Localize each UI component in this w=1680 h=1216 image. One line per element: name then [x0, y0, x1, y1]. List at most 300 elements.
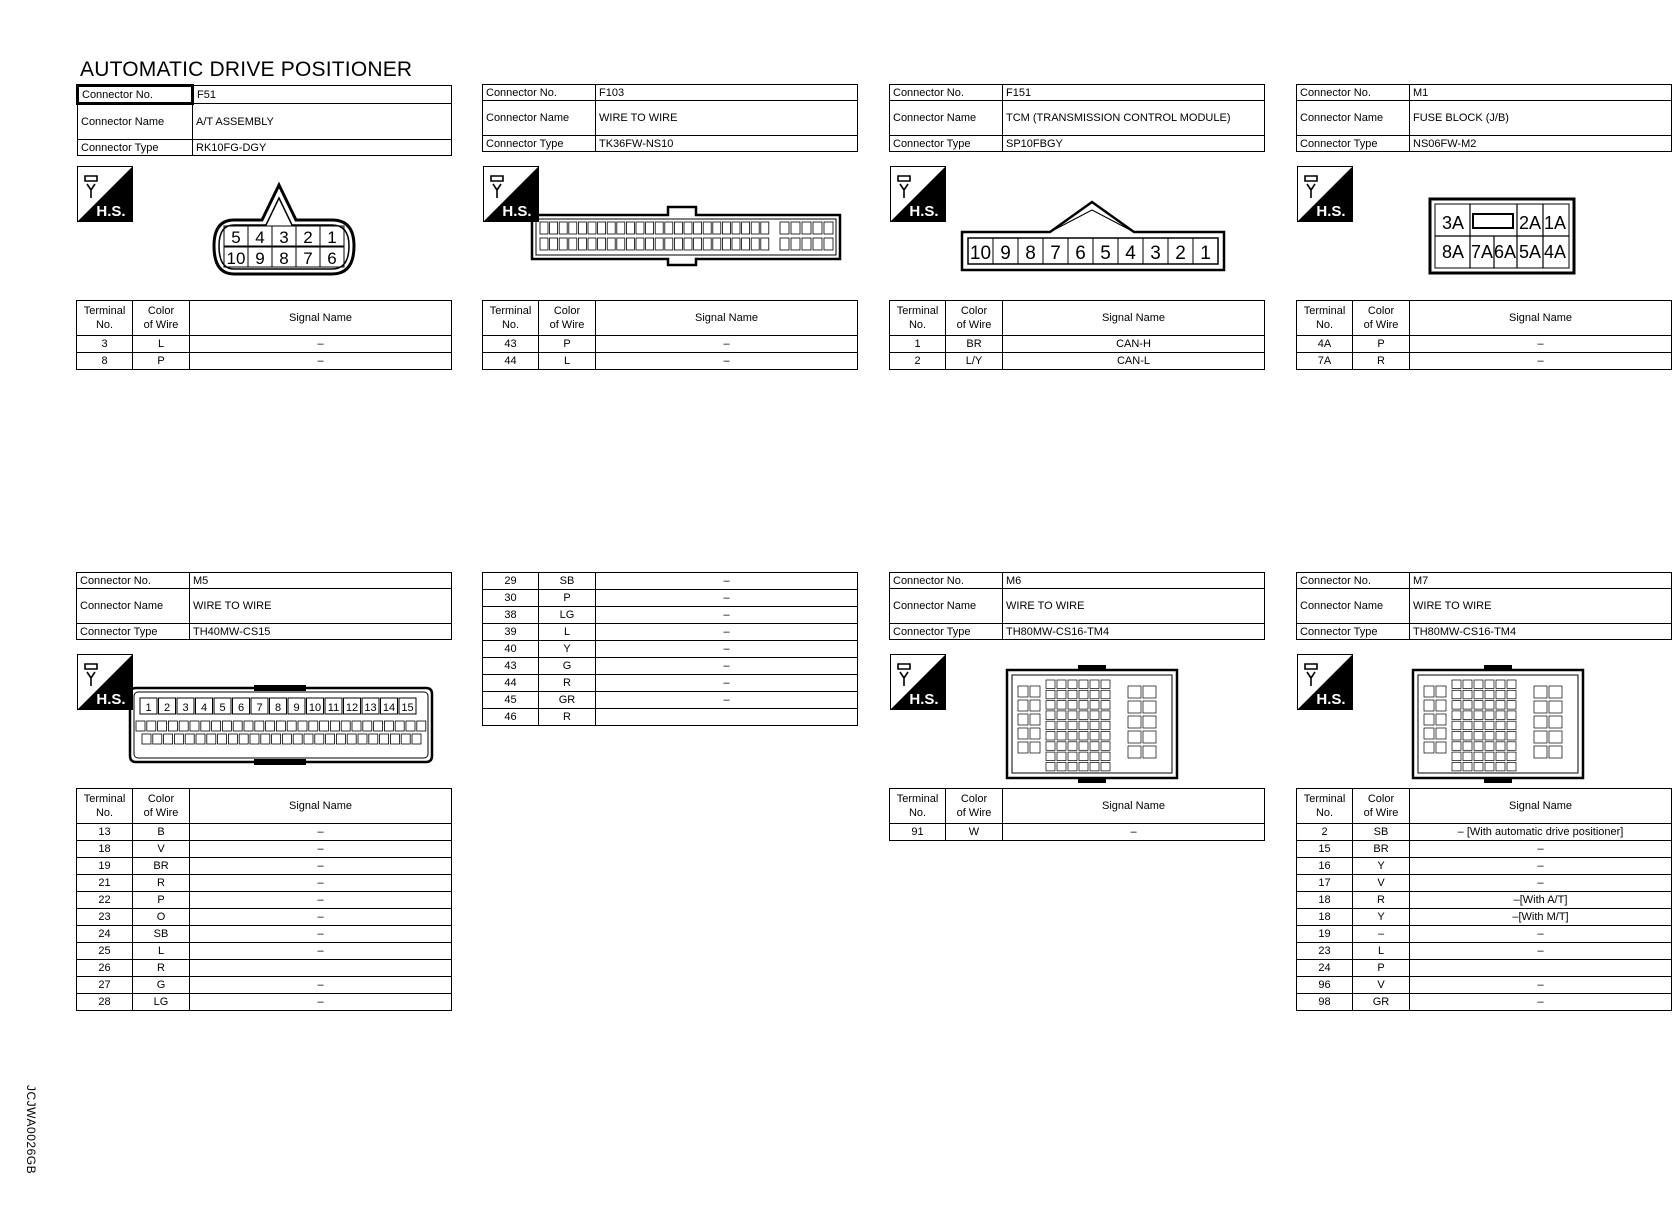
pin: 2	[303, 228, 313, 247]
cavity	[703, 222, 711, 234]
cavity	[1018, 742, 1028, 753]
connector-no-value: M6	[1003, 573, 1265, 589]
cavity	[196, 734, 205, 744]
cavity	[1101, 752, 1110, 761]
cavity	[626, 238, 634, 250]
cavity	[1436, 714, 1446, 725]
cavity	[1046, 752, 1055, 761]
cavity	[1463, 742, 1472, 751]
label-connector-no: Connector No.	[890, 85, 1003, 101]
pin: 1	[327, 228, 337, 247]
label-connector-name: Connector Name	[1297, 589, 1410, 624]
cavity	[1452, 690, 1461, 699]
table-row: 98 GR –	[1297, 994, 1672, 1011]
table-row: 39 L –	[483, 624, 858, 641]
col-signal: Signal Name	[1410, 301, 1672, 336]
col-color: Color of Wire	[946, 301, 1003, 336]
col-color: Color of Wire	[1353, 301, 1410, 336]
cavity	[1452, 711, 1461, 720]
table-row: 40 Y –	[483, 641, 858, 658]
cavity	[1485, 690, 1494, 699]
cavity	[363, 721, 372, 731]
cavity	[309, 721, 318, 731]
cavity	[713, 222, 721, 234]
pin: 9	[255, 249, 265, 268]
cavity	[1057, 701, 1066, 710]
cavity	[1101, 732, 1110, 741]
pin: 8	[279, 249, 289, 268]
cavity	[1057, 732, 1066, 741]
table-row: 43 G –	[483, 658, 858, 675]
cavity	[751, 222, 759, 234]
cavity	[1534, 686, 1547, 698]
table-row: 28 LG –	[77, 994, 452, 1011]
cavity	[694, 222, 702, 234]
col-signal: Signal Name	[1003, 301, 1265, 336]
cavity	[336, 734, 345, 744]
pin: 7	[256, 702, 263, 714]
cavity	[1424, 742, 1434, 753]
cavity	[1030, 714, 1040, 725]
connector-name-value: A/T ASSEMBLY	[193, 104, 452, 140]
label-connector-type: Connector Type	[77, 624, 190, 640]
pin: 6	[1075, 243, 1086, 264]
pin: 10	[226, 249, 246, 268]
cavity	[617, 238, 625, 250]
col-terminal: Terminal No.	[1297, 301, 1353, 336]
cavity	[390, 734, 399, 744]
cavity	[1068, 752, 1077, 761]
cavity	[1143, 731, 1156, 743]
cavity	[1463, 690, 1472, 699]
table-row: 23 O –	[77, 909, 452, 926]
cavity	[401, 734, 410, 744]
cavity	[607, 238, 615, 250]
table-row: 18 V –	[77, 841, 452, 858]
hs-label: H.S.	[502, 203, 532, 220]
hs-label: H.S.	[96, 203, 126, 220]
cavity	[1485, 680, 1494, 689]
cavity	[1128, 746, 1141, 758]
label-connector-no: Connector No.	[890, 573, 1003, 589]
pin: 11	[327, 702, 340, 714]
cavity	[780, 222, 789, 234]
cavity	[1452, 762, 1461, 771]
cavity	[1068, 690, 1077, 699]
pin: 12	[345, 702, 359, 714]
cavity	[607, 222, 615, 234]
cavity	[1068, 711, 1077, 720]
cavity	[1463, 680, 1472, 689]
cavity	[1496, 690, 1505, 699]
pin: 3	[182, 702, 189, 714]
label-connector-no: Connector No.	[78, 86, 193, 104]
cavity	[569, 238, 577, 250]
panel-f103	[482, 84, 858, 152]
table-row: 3 L –	[77, 336, 452, 353]
connector-no-value: M1	[1410, 85, 1672, 101]
connector-name-value: WIRE TO WIRE	[1410, 589, 1672, 624]
cavity	[1057, 762, 1066, 771]
connector-info-table	[1296, 84, 1672, 152]
cavity	[791, 222, 800, 234]
cavity	[1090, 762, 1099, 771]
pin: 7	[303, 249, 313, 268]
cavity	[406, 721, 415, 731]
cavity	[1057, 690, 1066, 699]
cavity	[1507, 701, 1516, 710]
cavity	[1534, 746, 1547, 758]
table-row: 19 BR –	[77, 858, 452, 875]
cavity	[1496, 721, 1505, 730]
terminal-table	[1296, 300, 1672, 370]
label-connector-type: Connector Type	[483, 136, 596, 152]
cavity	[722, 222, 730, 234]
table-row: 15 BR –	[1297, 841, 1672, 858]
cavity	[1452, 752, 1461, 761]
cavity	[1090, 690, 1099, 699]
hs-label: H.S.	[1316, 691, 1346, 708]
cavity	[1068, 721, 1077, 730]
cavity	[1485, 732, 1494, 741]
cavity	[1030, 700, 1040, 711]
cavity	[1549, 701, 1562, 713]
col-terminal: Terminal No.	[1297, 789, 1353, 824]
label-connector-no: Connector No.	[1297, 573, 1410, 589]
cavity	[617, 222, 625, 234]
harness-side-icon	[1297, 166, 1353, 222]
cavity	[304, 734, 313, 744]
harness-side-icon	[1297, 654, 1353, 710]
panel-m5	[76, 572, 452, 640]
figure-code: JCJWA0026GB	[24, 1085, 38, 1175]
cavity	[1079, 690, 1088, 699]
cavity	[412, 734, 421, 744]
label-connector-name: Connector Name	[1297, 101, 1410, 136]
connector-name-value: WIRE TO WIRE	[1003, 589, 1265, 624]
label-connector-name: Connector Name	[890, 589, 1003, 624]
cavity	[1507, 732, 1516, 741]
cavity	[1496, 711, 1505, 720]
pin: 15	[401, 702, 414, 714]
pin: 5A	[1518, 242, 1542, 262]
cavity	[813, 222, 822, 234]
cavity	[1424, 728, 1434, 739]
table-row: 38 LG –	[483, 607, 858, 624]
cavity	[1018, 686, 1028, 697]
cavity	[1079, 721, 1088, 730]
cavity	[136, 721, 145, 731]
cavity	[1436, 686, 1446, 697]
col-terminal: Terminal No.	[77, 301, 133, 336]
cavity	[158, 721, 167, 731]
cavity	[1485, 752, 1494, 761]
connector-type-value: TH80MW-CS16-TM4	[1410, 624, 1672, 640]
cavity	[1452, 721, 1461, 730]
cavity	[168, 721, 177, 731]
pin: 1A	[1543, 213, 1567, 233]
terminal-table	[482, 572, 858, 726]
table-row: 7A R –	[1297, 353, 1672, 370]
connector-info-table	[889, 572, 1265, 640]
connector-no-value: F51	[193, 86, 452, 104]
table-row: 27 G –	[77, 977, 452, 994]
pin: 4	[255, 228, 265, 247]
cavity	[1046, 701, 1055, 710]
connector-m1-diagram	[1427, 196, 1577, 276]
cavity	[1030, 728, 1040, 739]
pin: 4	[200, 702, 208, 714]
col-signal: Signal Name	[190, 301, 452, 336]
cavity	[1128, 686, 1141, 698]
label-connector-type: Connector Type	[1297, 624, 1410, 640]
cavity	[1474, 752, 1483, 761]
cavity	[598, 222, 606, 234]
table-row: 18 Y –[With M/T]	[1297, 909, 1672, 926]
cavity	[1079, 762, 1088, 771]
connector-info-table	[76, 84, 452, 156]
table-row: 91 W –	[890, 824, 1265, 841]
cavity	[272, 734, 281, 744]
cavity	[212, 721, 221, 731]
table-row: 44 L –	[483, 353, 858, 370]
col-signal: Signal Name	[1003, 789, 1265, 824]
cavity	[1046, 690, 1055, 699]
panel-f51-terminals	[76, 300, 452, 370]
pin: 4A	[1543, 242, 1567, 262]
cavity	[1474, 762, 1483, 771]
cavity	[1507, 711, 1516, 720]
cavity	[1090, 732, 1099, 741]
cavity	[228, 734, 237, 744]
connector-name-value: WIRE TO WIRE	[190, 589, 452, 624]
cavity	[1549, 686, 1562, 698]
cavity	[1534, 716, 1547, 728]
table-row: 1 BR CAN-H	[890, 336, 1265, 353]
table-row: 24 SB –	[77, 926, 452, 943]
cavity	[255, 721, 264, 731]
table-row: 43 P –	[483, 336, 858, 353]
cavity	[1474, 721, 1483, 730]
harness-side-icon	[890, 654, 946, 710]
pin: 6	[327, 249, 337, 268]
table-row: 21 R –	[77, 875, 452, 892]
table-row: 4A P –	[1297, 336, 1672, 353]
pin: 3	[1150, 243, 1161, 264]
cavity	[598, 238, 606, 250]
cavity	[1549, 716, 1562, 728]
cavity	[1046, 711, 1055, 720]
cavity	[1101, 721, 1110, 730]
cavity	[1018, 700, 1028, 711]
cavity	[1068, 732, 1077, 741]
hs-label: H.S.	[1316, 203, 1346, 220]
cavity	[1143, 701, 1156, 713]
label-connector-type: Connector Type	[78, 140, 193, 156]
cavity	[1101, 762, 1110, 771]
cavity	[665, 222, 673, 234]
terminal-table	[1296, 788, 1672, 1011]
connector-info-table	[482, 84, 858, 152]
cavity	[694, 238, 702, 250]
cavity	[1143, 686, 1156, 698]
cavity	[347, 734, 356, 744]
cavity	[185, 734, 194, 744]
cavity	[287, 721, 296, 731]
cavity	[1534, 731, 1547, 743]
cavity	[1143, 746, 1156, 758]
cavity	[713, 238, 721, 250]
hs-label: H.S.	[909, 203, 939, 220]
cavity	[1452, 680, 1461, 689]
cavity	[222, 721, 231, 731]
cavity	[1424, 714, 1434, 725]
cavity	[1057, 680, 1066, 689]
table-row: 96 V –	[1297, 977, 1672, 994]
col-signal: Signal Name	[190, 789, 452, 824]
cavity	[179, 721, 188, 731]
cavity	[791, 238, 800, 250]
connector-info-table	[76, 572, 452, 640]
connector-name-value: FUSE BLOCK (J/B)	[1410, 101, 1672, 136]
panel-m5-terminals	[76, 788, 452, 1011]
cavity	[1090, 680, 1099, 689]
cavity	[1090, 742, 1099, 751]
cavity	[1128, 716, 1141, 728]
panel-f51	[76, 84, 452, 156]
connector-name-value: TCM (TRANSMISSION CONTROL MODULE)	[1003, 101, 1265, 136]
cavity	[244, 721, 253, 731]
label-connector-name: Connector Name	[78, 104, 193, 140]
cavity	[569, 222, 577, 234]
cavity	[1496, 762, 1505, 771]
cavity	[282, 734, 291, 744]
table-row: 23 L –	[1297, 943, 1672, 960]
pin: 8A	[1441, 242, 1465, 262]
table-row: 2 L/Y CAN-L	[890, 353, 1265, 370]
cavity	[1463, 721, 1472, 730]
cavity	[1424, 700, 1434, 711]
cavity	[674, 222, 682, 234]
col-color: Color of Wire	[539, 301, 596, 336]
cavity	[1463, 701, 1472, 710]
cavity	[1128, 701, 1141, 713]
cavity	[1463, 711, 1472, 720]
table-row: 8 P –	[77, 353, 452, 370]
cavity	[550, 222, 558, 234]
cavity	[1046, 762, 1055, 771]
cavity	[174, 734, 183, 744]
pin: 14	[382, 702, 396, 714]
cavity	[1079, 701, 1088, 710]
table-row: 24 P	[1297, 960, 1672, 977]
cavity	[1436, 742, 1446, 753]
pin: 3A	[1441, 213, 1465, 233]
harness-side-icon	[77, 654, 133, 710]
cavity	[1079, 742, 1088, 751]
cavity	[813, 238, 822, 250]
cavity	[1474, 690, 1483, 699]
pin: 9	[1000, 243, 1011, 264]
cavity	[326, 734, 335, 744]
col-color: Color of Wire	[1353, 789, 1410, 824]
cavity	[1079, 732, 1088, 741]
cavity	[1046, 732, 1055, 741]
cavity	[550, 238, 558, 250]
cavity	[1068, 680, 1077, 689]
cavity	[1090, 711, 1099, 720]
pin: 1	[145, 702, 152, 714]
cavity	[369, 734, 378, 744]
cavity	[384, 721, 393, 731]
cavity	[1090, 701, 1099, 710]
terminal-table	[76, 300, 452, 370]
cavity	[802, 238, 811, 250]
panel-m7-terminals	[1296, 788, 1672, 1011]
pin: 6	[237, 702, 245, 714]
cavity	[1463, 752, 1472, 761]
connector-no-value: M7	[1410, 573, 1672, 589]
terminal-table	[76, 788, 452, 1011]
connector-f51-diagram	[204, 180, 364, 285]
col-signal: Signal Name	[596, 301, 858, 336]
cavity	[276, 721, 285, 731]
cavity	[1436, 728, 1446, 739]
cavity	[233, 721, 242, 731]
pin: 8	[274, 702, 282, 714]
panel-f151-terminals	[889, 300, 1265, 370]
cavity	[684, 238, 692, 250]
cavity	[761, 222, 769, 234]
page-title: AUTOMATIC DRIVE POSITIONER	[80, 58, 413, 81]
cavity	[1474, 711, 1483, 720]
cavity	[1485, 711, 1494, 720]
table-row: 18 R –[With A/T]	[1297, 892, 1672, 909]
label-connector-type: Connector Type	[1297, 136, 1410, 152]
cavity	[1057, 752, 1066, 761]
cavity	[1068, 742, 1077, 751]
label-connector-name: Connector Name	[77, 589, 190, 624]
panel-f103-terminals	[482, 300, 858, 370]
connector-type-value: NS06FW-M2	[1410, 136, 1672, 152]
cavity	[1143, 716, 1156, 728]
cavity	[1090, 752, 1099, 761]
cavity	[1452, 742, 1461, 751]
cavity	[1534, 701, 1547, 713]
cavity	[320, 721, 329, 731]
panel-m6-terminals	[889, 788, 1265, 841]
pin: 7	[1050, 243, 1061, 264]
cavity	[1496, 742, 1505, 751]
cavity	[732, 238, 740, 250]
terminal-table	[889, 300, 1265, 370]
cavity	[417, 721, 426, 731]
panel-f151	[889, 84, 1265, 152]
cavity	[646, 222, 654, 234]
cavity	[1452, 732, 1461, 741]
cavity	[358, 734, 367, 744]
cavity	[380, 734, 389, 744]
cavity	[1507, 721, 1516, 730]
panel-m7	[1296, 572, 1672, 640]
cavity	[1068, 762, 1077, 771]
label-connector-no: Connector No.	[483, 85, 596, 101]
cavity	[802, 222, 811, 234]
connector-m6-diagram	[1004, 664, 1180, 784]
cavity	[293, 734, 302, 744]
pin: 10	[308, 702, 322, 714]
cavity	[824, 238, 833, 250]
